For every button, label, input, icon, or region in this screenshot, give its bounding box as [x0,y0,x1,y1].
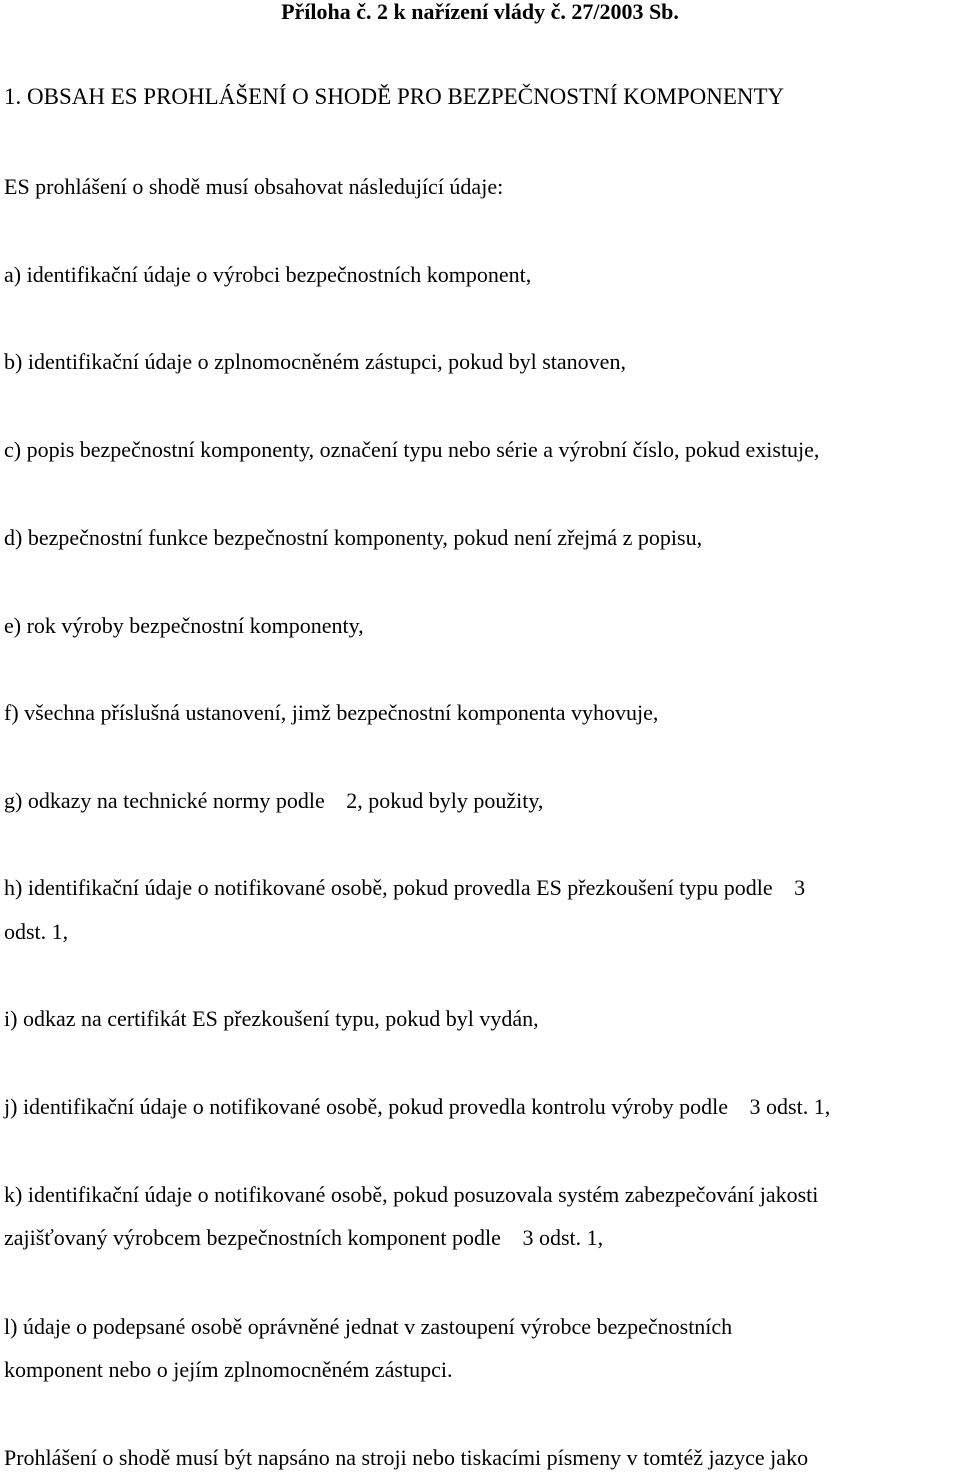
list-item-j [4,1085,830,1129]
list-item-l: l) údaje o podepsané osobě oprávněné jednat v zastoupení výrobce bezpečnostních [4,1314,733,1339]
list-item-l-continued: komponent nebo o jejím zplnomocněném zástupci. [4,1357,453,1382]
list-item-k-ref: 3 odst. 1, [522,1225,604,1250]
list-item-h-ref: 3 [794,875,806,900]
section-heading: 1. OBSAH ES PROHLÁŠENÍ O SHODĚ PRO BEZPEČNOSTNÍ KOMPONENTY [4,84,785,109]
list-item-h-text: h) identifikační údaje o notifikované osobě, pokud provedla ES přezkoušení typu podle [4,875,773,900]
list-item-d: d) bezpečnostní funkce bezpečnostní komponenty, pokud není zřejmá z popisu, [4,525,703,550]
list-item-k: k) identifikační údaje o notifikované osobě, pokud posuzovala systém zabezpečování jakosti [4,1182,819,1207]
list-item-g [4,779,543,823]
list-item-g-text: g) odkazy na technické normy podle [4,788,325,813]
list-item-h-continued: odst. 1, [4,919,69,944]
list-item-k-text: zajišťovaný výrobcem bezpečnostních komponent podle [4,1225,501,1250]
list-item-b: b) identifikační údaje o zplnomocněném zástupci, pokud byl stanoven, [4,349,626,374]
list-item-i: i) odkaz na certifikát ES přezkoušení typu, pokud byl vydán, [4,1006,539,1031]
document-title: Příloha č. 2 k nařízení vlády č. 27/2003 Sb. [281,0,679,24]
list-item-h [4,866,805,910]
list-item-k-continued [4,1216,603,1260]
footer-paragraph: Prohlášení o shodě musí být napsáno na stroji nebo tiskacími písmeny v tomtéž jazyce jako [4,1445,809,1470]
list-item-g-ref: 2, pokud byly použity, [346,788,544,813]
list-item-f: f) všechna příslušná ustanovení, jimž bezpečnostní komponenta vyhovuje, [4,700,659,725]
list-item-j-text: j) identifikační údaje o notifikované osobě, pokud provedla kontrolu výroby podle [4,1094,729,1119]
list-item-j-ref: 3 odst. 1, [749,1094,831,1119]
list-item-a: a) identifikační údaje o výrobci bezpečnostních komponent, [4,262,532,287]
list-item-e: e) rok výroby bezpečnostní komponenty, [4,613,364,638]
intro-text: ES prohlášení o shodě musí obsahovat následující údaje: [4,174,504,199]
list-item-c: c) popis bezpečnostní komponenty, označení typu nebo série a výrobní číslo, pokud existuje, [4,437,820,462]
